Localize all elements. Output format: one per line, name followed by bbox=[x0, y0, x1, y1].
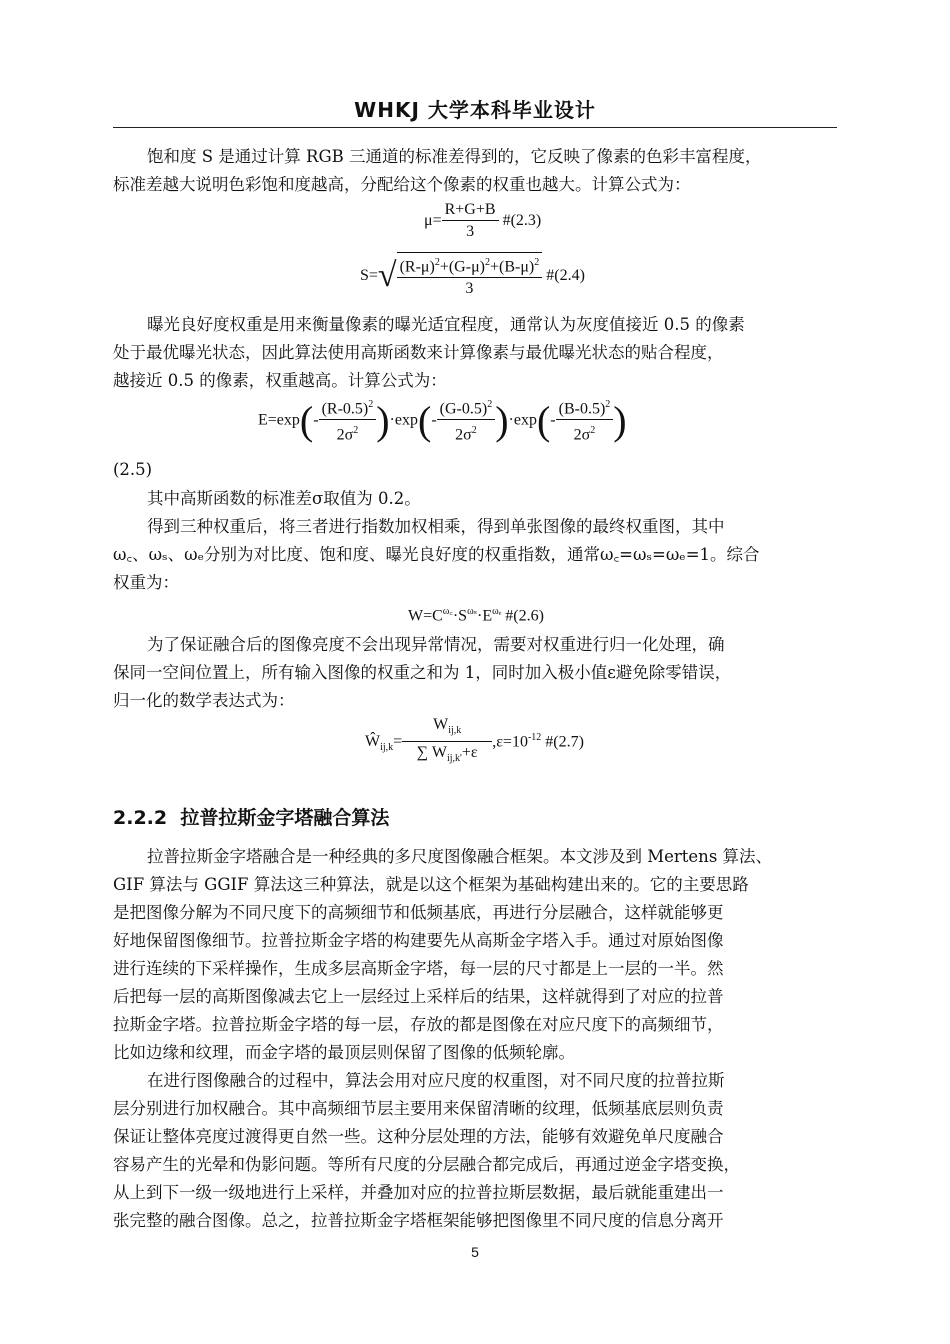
text-line: 权重为： bbox=[113, 573, 179, 592]
text-line: 好地保留图像细节。拉普拉斯金字塔的构建要先从高斯金字塔入手。通过对原始图像 bbox=[113, 931, 724, 950]
page-number: 5 bbox=[471, 1244, 479, 1260]
paragraph-weights bbox=[113, 513, 839, 597]
equation-2-7: $Ŵ_{ij,k}=$ $\frac{W_{ij,k}}{\sum W_{ij,k'}+\varepsilon}$ $,\varepsilon=10^{-12}$ #(2.7) bbox=[365, 716, 584, 765]
text-line: 曝光良好度权重是用来衡量像素的曝光适宜程度，通常认为灰度值接近 0.5 的像素 bbox=[147, 315, 745, 334]
eq-tag: #(2.7) bbox=[545, 733, 584, 751]
section-heading bbox=[113, 803, 389, 830]
sqrt-icon: √ bbox=[377, 257, 397, 295]
equation-2-6: $W=C^{\omega꜀}\cdot S^{\omega_s}\cdot E^{\omega_e}$ #(2.6) bbox=[408, 606, 544, 625]
eq-tag: #(2.4) bbox=[546, 266, 585, 284]
section-title: 拉普拉斯金字塔融合算法 bbox=[180, 807, 390, 829]
text-line: 容易产生的光晕和伪影问题。等所有尺度的分层融合都完成后，再通过逆金字塔变换， bbox=[113, 1155, 740, 1174]
eq-tag: #(2.3) bbox=[502, 212, 542, 230]
eq-lhs: E=exp bbox=[258, 411, 300, 429]
text-line: 拉斯金字塔。拉普拉斯金字塔的每一层，存放的都是图像在对应尺度下的高频细节， bbox=[113, 1015, 724, 1034]
eq-lhs: S= bbox=[360, 266, 378, 284]
equation-number: (2.5) bbox=[113, 460, 153, 479]
numerator: $(R-\mu)^2+(G-\mu)^2+(B-\mu)^2$ bbox=[397, 253, 543, 278]
fraction bbox=[397, 252, 543, 300]
equation-2-3 bbox=[424, 200, 541, 243]
text-line: 归一化的数学表达式为： bbox=[113, 691, 295, 710]
text-line: 越接近 0.5 的像素，权重越高。计算公式为： bbox=[113, 371, 447, 390]
eq-lhs: W=C bbox=[408, 607, 443, 625]
paragraph-normalization bbox=[113, 631, 839, 715]
text-line: 保同一空间位置上，所有输入图像的权重之和为 1，同时加入极小值ε避免除零错误， bbox=[113, 663, 732, 682]
paragraph-saturation bbox=[113, 143, 839, 199]
paragraph-fusion bbox=[113, 1067, 839, 1235]
text-line: 得到三种权重后，将三者进行指数加权相乘，得到单张图像的最终权重图，其中 bbox=[147, 517, 725, 536]
text-line: 其中高斯函数的标准差σ取值为 0.2。 bbox=[147, 489, 421, 508]
text-line: GIF 算法与 GGIF 算法这三种算法，就是以这个框架为基础构建出来的。它的主要思路 bbox=[113, 875, 749, 894]
text-line: 标准差越大说明色彩饱和度越高，分配给这个像素的权重也越大。计算公式为： bbox=[113, 175, 691, 194]
header-rule bbox=[113, 127, 837, 128]
denominator: 3 bbox=[466, 223, 475, 240]
equation-2-5: E=exp(- $\frac{(R-0.5)^2}{2\sigma^2}$ )·exp(- $\frac{(G-0.5)^2}{2\sigma^2}$ )·exp(- $\frac{(B-0.5)^2}{2\sigma^2}$ ) bbox=[258, 395, 627, 447]
text-line: 进行连续的下采样操作，生成多层高斯金字塔，每一层的尺寸都是上一层的一半。然 bbox=[113, 959, 724, 978]
text-line: 为了保证融合后的图像亮度不会出现异常情况，需要对权重进行归一化处理，确 bbox=[147, 635, 725, 654]
text-line: 后把每一层的高斯图像减去它上一层经过上采样后的结果，这样就得到了对应的拉普 bbox=[113, 987, 724, 1006]
text-line: 比如边缘和纹理，而金字塔的最顶层则保留了图像的低频轮廓。 bbox=[113, 1043, 575, 1062]
eq-tag: #(2.6) bbox=[505, 607, 544, 625]
text-line: 拉普拉斯金字塔融合是一种经典的多尺度图像融合框架。本文涉及到 Mertens 算法、 bbox=[147, 847, 773, 866]
page-header: WHKJ 大学本科毕业设计 bbox=[354, 98, 596, 122]
text-line: 处于最优曝光状态，因此算法使用高斯函数来计算像素与最优曝光状态的贴合程度， bbox=[113, 343, 724, 362]
text-line: 饱和度 S 是通过计算 RGB 三通道的标准差得到的，它反映了像素的色彩丰富程度， bbox=[147, 147, 762, 166]
equation-2-4 bbox=[360, 252, 585, 300]
fraction bbox=[442, 200, 499, 243]
text-line: 层分别进行加权融合。其中高频细节层主要用来保留清晰的纹理，低频基底层则负责 bbox=[113, 1099, 724, 1118]
text-line: 张完整的融合图像。总之，拉普拉斯金字塔框架能够把图像里不同尺度的信息分离开 bbox=[113, 1211, 724, 1230]
section-number: 2.2.2 bbox=[113, 807, 168, 829]
text-line: 保证让整体亮度过渡得更自然一些。这种分层处理的方法，能够有效避免单尺度融合 bbox=[113, 1127, 724, 1146]
paragraph-sigma bbox=[113, 485, 839, 513]
text-line: 是把图像分解为不同尺度下的高频细节和低频基底，再进行分层融合，这样就能够更 bbox=[113, 903, 724, 922]
denominator: 3 bbox=[465, 280, 474, 298]
text-line: ω꜀、ωₛ、ωₑ分别为对比度、饱和度、曝光良好度的权重指数，通常ω꜀=ωₛ=ωₑ=1。综合 bbox=[113, 545, 760, 564]
text-line: 在进行图像融合的过程中，算法会用对应尺度的权重图，对不同尺度的拉普拉斯 bbox=[147, 1071, 725, 1090]
numerator: R+G+B bbox=[442, 200, 499, 221]
text-line: 从上到下一级一级地进行上采样，并叠加对应的拉普拉斯层数据，最后就能重建出一 bbox=[113, 1183, 724, 1202]
paragraph-exposure bbox=[113, 311, 839, 395]
eq-lhs: μ= bbox=[424, 212, 442, 230]
paragraph-laplacian bbox=[113, 843, 839, 1067]
